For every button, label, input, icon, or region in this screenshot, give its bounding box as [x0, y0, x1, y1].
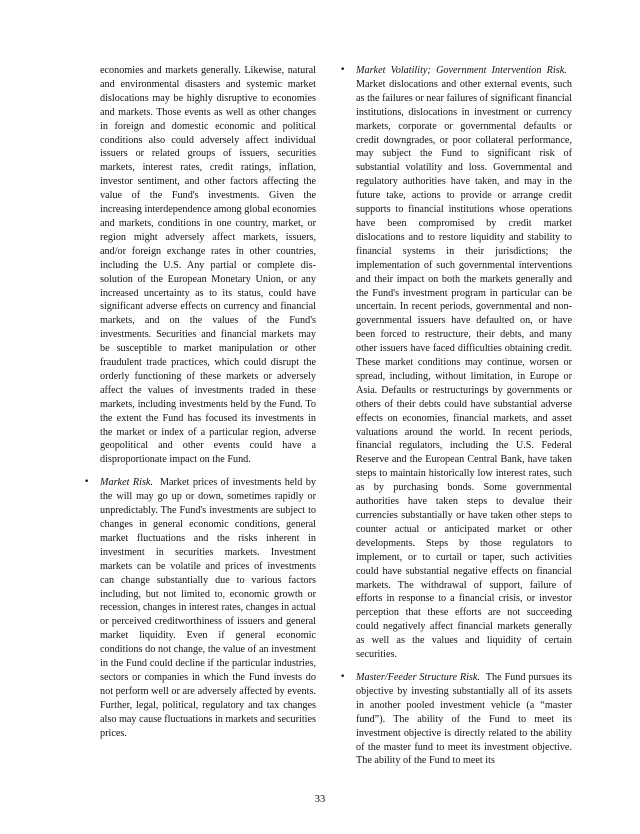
bullet-text: Market dislocations and other external events, such as the failures or near failures of significant financial institutions, dislocations in investment or currency markets, corporate or governmental defaults or credit downgrades, or poor collateral performance, may subject the Fund to significant risk of substantial volatility and loss. Governmental and regulatory authorities have taken, and may in the future take, actions to provide or arrange credit supports to financial institutions whose operations have been compromised by credit market dislocations and to restore liquidity and stability to financial systems in their jurisdictions; the implementation of such governmental interventions and their impact on both the markets generally and the Fund's investment program in particular can be uncertain. In recent periods, governmental and non-governmental issuers have defaulted on, or have been forced to restructure, their debts, and many other issuers have faced difficulties obtaining credit. These market conditions may continue, worsen or spread, including, without limitation, in Europe or Asia. Defaults or restructurings by governments or others of their debts could have substantial adverse effects on economies, financial markets, and asset valuations around the world. In recent periods, financial regulators, including the U.S. Federal Reserve and the European Central Bank, have taken steps to maintain historically low interest rates, such as by purchasing bonds. Some governmental authorities have taken steps to devalue their currencies substantially or have taken other steps to counter actual or anticipated market or other developments. Steps by those regulators to implement, or to curtail or taper, such activities could have substantial negative effects on financial markets. The withdrawal of support, failure of efforts in response to a financial crisis, or investor perception that these efforts are not succeeding could negatively affect financial markets generally as well as the values and liquidity of certain securities.	[356, 78, 572, 661]
continued-paragraph: economies and markets generally. Likewise, natural and environmental disasters and systemic market dislocations may be highly disruptive to economies and markets. Those events as well as other changes in foreign and domestic economic and political conditions also could adversely affect individual issuers or related groups of issuers, securities markets, interest rates, credit ratings, inflation, investor sentiment, and other factors affecting the value of the Fund's investments. Given the increasing interdependence among global economies and markets, conditions in one country, market, or region might adversely affect markets, issuers, and/or foreign exchange rates in other countries, including the U.S. Any partial or complete dissolution of the European Monetary Union, or any increased uncertainty as to its status, could have significant adverse effects on currency and financial markets, and on the values of the Fund's investments. Securities and financial markets may be susceptible to market manipulation or other fraudulent trade practices, which could disrupt the orderly functioning of these markets or adversely affect the values of investments traded in these markets, including investments held by the Fund. To the extent the Fund has focused its investments in the market or index of a particular region, adverse geopolitical and other events could have a disproportionate impact on the Fund.	[100, 65, 316, 466]
bullet-heading: Market Risk.	[100, 477, 160, 489]
bullet-text: Market prices of investments held by the will may go up or down, sometimes rapidly or unpredictably. The Fund's investments are subject to changes in general economic conditions, general market fluctuations and the risks inherent in investment in securities markets. Investment markets can be volatile and prices of investments can change substantially due to various factors including, but not limited to, economic growth or recession, changes in interest rates, changes in actual or perceived creditworthiness of issuers and general market liquidity. Even if general economic conditions do not change, the value of an investment in the Fund could decline if the particular industries, sectors or companies in which the Fund invests do not perform well or are adversely affected by events. Further, legal, political, regulatory and tax changes also may cause fluctuations in markets and securities prices.	[100, 477, 316, 739]
bullet-item-master-feeder	[340, 671, 572, 768]
right-column	[340, 64, 572, 768]
bullet-item-market-risk	[84, 476, 316, 740]
bullet-icon: •	[340, 65, 346, 75]
bullet-heading: Market Volatility; Government Intervention Risk.	[356, 65, 572, 76]
bullet-heading: Master/Feeder Structure Risk.	[356, 671, 486, 683]
bullet-item-market-volatility	[340, 64, 572, 662]
bullet-icon: •	[340, 671, 346, 682]
page-number: 33	[314, 794, 326, 805]
bullet-icon: •	[84, 477, 90, 488]
bullet-text: The Fund pursues its objective by investing substantially all of its assets in another pooled investment vehicle (a “master fund”). The ability of the Fund to meet its investment objective is directly related to the ability of the master fund to meet its investment objective. The ability of the Fund to meet its	[356, 671, 572, 767]
left-column	[84, 64, 316, 741]
